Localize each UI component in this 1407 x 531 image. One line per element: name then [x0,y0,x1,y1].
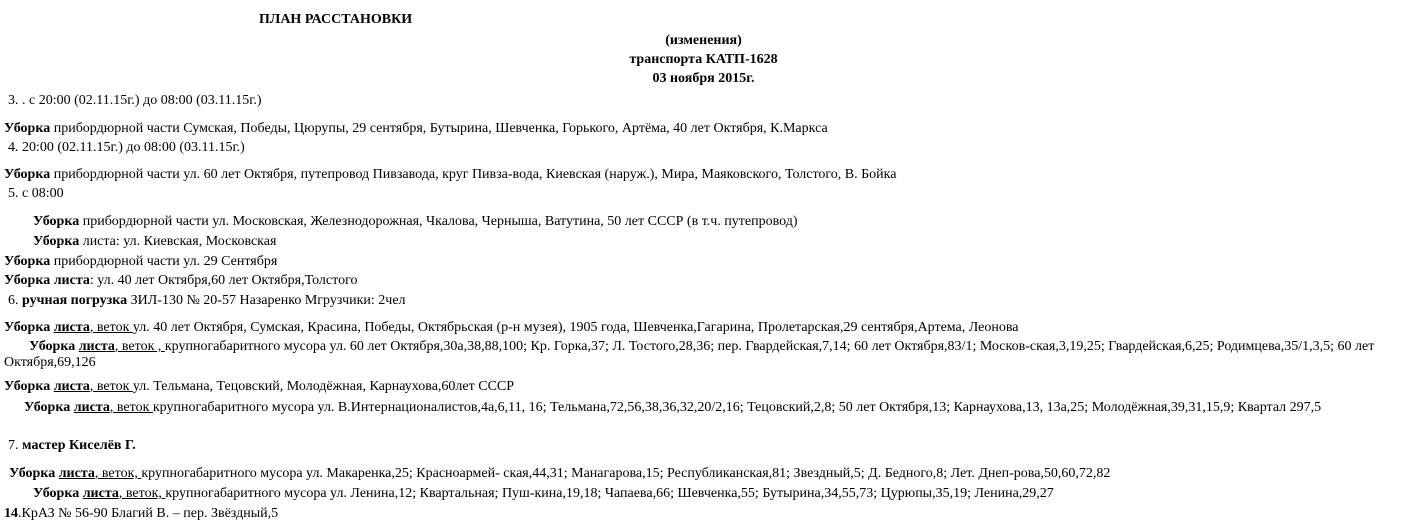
section-6-line-3: Уборка листа, веток ул. Тельмана, Тецовский, Молодёжная, Карнаухова,60лет СССР [4,379,515,394]
section-5-line-3: Уборка прибордюрной части ул. 29 Сентября [4,254,278,269]
subtitle-transport: транспорта КАТП-1628 [629,52,778,67]
section-5-line-4: Уборка листа: ул. 40 лет Октября,60 лет Октября,Толстого [4,273,358,288]
section-7-heading: 7. мастер Киселёв Г. [8,438,136,453]
section-7-line-2: Уборка листа, веток, крупногабаритного мусора ул. Ленина,12; Квартальная; Пуш-кина,19,18; Чапаева,66; Шевченка,55; Бутырина,34,55,73; Цурюпы,35,19; Ленина,29,27 [33,486,1054,501]
date-line: 03 ноября 2015г. [652,71,755,86]
section-7-line-1: Уборка листа, веток, крупногабаритного мусора ул. Макаренка,25; Красноармей- ская,44,31; Манагарова,15; Республиканская,81; Звездный,5; Д. Бедного,8; Лет. Днеп-рова,50,60,72,82 [9,466,1111,481]
section-4-line-1: Уборка прибордюрной части ул. 60 лет Октября, путепровод Пивзавода, круг Пивза-вода, Киевская (наруж.), Мира, Маяковского, Толстого, В. Бойка [4,167,897,182]
section-6-line-4: Уборка листа, веток крупногабаритного мусора ул. В.Интернационалистов,4а,6,11, 16; Тельмана,72,56,38,36,32,20/2,16; Тецовский,2,8; 50 лет Октября,13; Карнаухова,13, 13а,25; Молодёжная,39,31,15,9; Квартал 297,5 [24,400,1322,415]
section-3-heading: 3. . с 20:00 (02.11.15г.) до 08:00 (03.11.15г.) [8,93,262,108]
page-title: ПЛАН РАССТАНОВКИ [259,12,413,27]
section-5-heading: 5. с 08:00 [8,186,64,201]
section-5-line-2: Уборка листа: ул. Киевская, Московская [33,234,277,249]
section-3-line-1: Уборка прибордюрной части Сумская, Победы, Цюрупы, 29 сентября, Бутырина, Шевченка, Горького, Артёма, 40 лет Октября, К.Маркса [4,121,828,136]
section-14-line: 14.КрАЗ № 56-90 Благий В. – пер. Звёздный,5 [4,506,279,521]
subtitle-changes: (изменения) [665,33,742,48]
section-6-line-2: Уборка листа, веток , крупногабаритного мусора ул. 60 лет Октября,30а,38,88,100; Кр. Горка,37; Л. Тостого,28,36; пер. Гвардейская,7,14; 60 лет Октября,83/1; Москов-ская,3,19,25; Гвардейская,6,25; Родимцева,35/1,3,5; 60 лет Октября,69,126 [4,339,1375,370]
section-6-line-1: Уборка листа, веток ул. 40 лет Октября, Сумская, Красина, Победы, Октябрьская (р-н музея), 1905 года, Шевченка,Гагарина, Пролетарская,29 сентября,Артема, Леонова [4,320,1019,335]
section-6-heading: 6. ручная погрузка ЗИЛ-130 № 20-57 Назаренко Мгрузчики: 2чел [8,293,406,308]
section-4-heading: 4. 20:00 (02.11.15г.) до 08:00 (03.11.15г.) [8,140,245,155]
section-5-line-1: Уборка прибордюрной части ул. Московская, Железнодорожная, Чкалова, Черныша, Ватутина, 50 лет СССР (в т.ч. путепровод) [33,214,798,229]
